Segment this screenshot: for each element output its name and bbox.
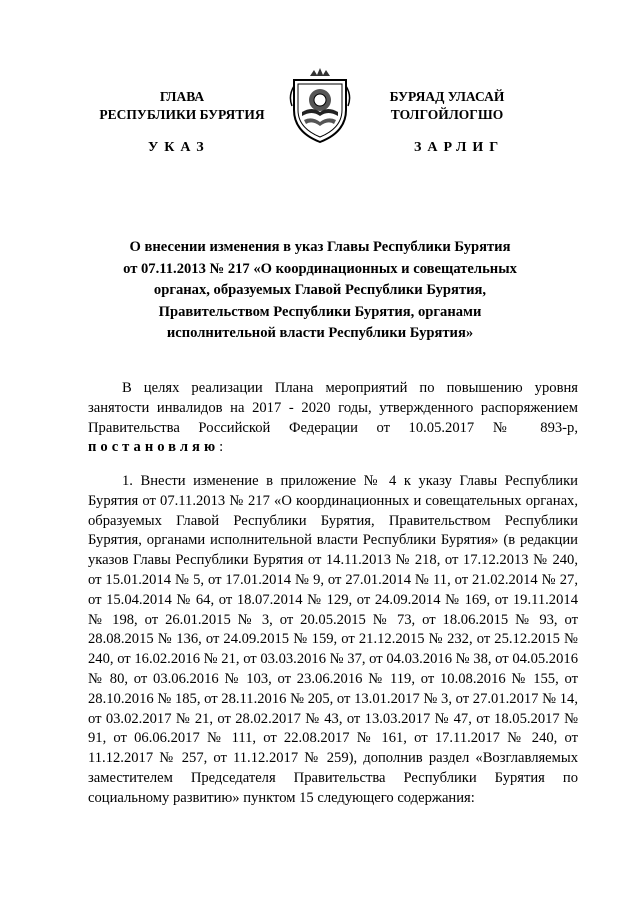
title-line: органах, образуемых Главой Республики Бурятия, — [153, 282, 487, 298]
item-1-paragraph — [88, 472, 578, 809]
doc-type-right: ЗАРЛИГ — [414, 140, 505, 155]
intro-paragraph — [88, 379, 578, 458]
item-1-text: 1. Внести изменение в приложение № 4 к указу Главы Республики Бурятия от 07.11.2013 № 217 «О координационных и совещательных органах, образуемых Главой Республики Бурятия, Правительством Республики Бурятия, органами исполнительной власти Республики Бурятия» (в редакции указов Главы Республики Бурятия от 14.11.2013 № 218, от 17.12.2013 № 240, от 15.01.2014 № 5, от 17.01.2014 № 9, от 27.01.2014 № 11, от 21.02.2014 № 27, от 15.04.2014 № 64, от 18.07.2014 № 129, от 24.09.2014 № 169, от 19.11.2014 № 198, от 26.01.2015 № 3, от 20.05.2015 № 73, от 18.06.2015 № 93, от 28.08.2015 № 136, от 24.09.2015 № 159, от 21.12.2015 № 232, от 25.12.2015 № 240, от 16.02.2016 № 21, от 03.03.2016 № 37, от 04.03.2016 № 38, от 04.05.2016 № 80, от 03.06.2016 № 103, от 23.06.2016 № 119, от 10.08.2016 № 155, от 28.10.2016 № 185, от 28.11.2016 № 205, от 13.01.2017 № 3, от 27.01.2017 № 14, от 03.02.2017 № 21, от 28.02.2017 № 43, от 13.03.2017 № 47, от 18.05.2017 № 91, от 06.06.2017 № 111, от 22.08.2017 № 161, от 17.11.2017 № 240, от 11.12.2017 № 257, от 11.12.2017 № 259), дополнив раздел «Возглавляемых заместителем Председателя Правительства Республики Бурятия по социальному развитию» пунктом 15 следующего содержания: — [88, 473, 578, 806]
header-left-line2: РЕСПУБЛИКИ БУРЯТИЯ — [99, 107, 265, 122]
coat-of-arms-icon — [288, 66, 352, 146]
title-line: исполнительной власти Республики Бурятия» — [166, 325, 474, 341]
header-left-line1: ГЛАВА — [159, 89, 205, 104]
header-right-line1: БУРЯАД УЛАСАЙ — [389, 89, 505, 104]
intro-text: В целях реализации Плана мероприятий по повышению уровня занятости инвалидов на 2017 - 2020 годы, утвержденного распоряжением Правительства Российской Федерации от 10.05.2017 № 893-р, — [88, 380, 578, 436]
doc-type-left: УКАЗ — [148, 140, 210, 155]
title-line: Правительством Республики Бурятия, органами — [158, 303, 482, 320]
document-title — [80, 237, 560, 345]
title-line: О внесении изменения в указ Главы Республики Бурятия — [129, 239, 511, 255]
header-right — [352, 88, 542, 124]
title-line: от 07.11.2013 № 217 «О координационных и совещательных — [123, 260, 517, 277]
header-left — [82, 88, 282, 124]
intro-emphasis: постановляю — [88, 439, 220, 456]
intro-ending: : — [219, 439, 224, 456]
header-right-line2: ТОЛГОЙЛОГШО — [390, 107, 504, 122]
